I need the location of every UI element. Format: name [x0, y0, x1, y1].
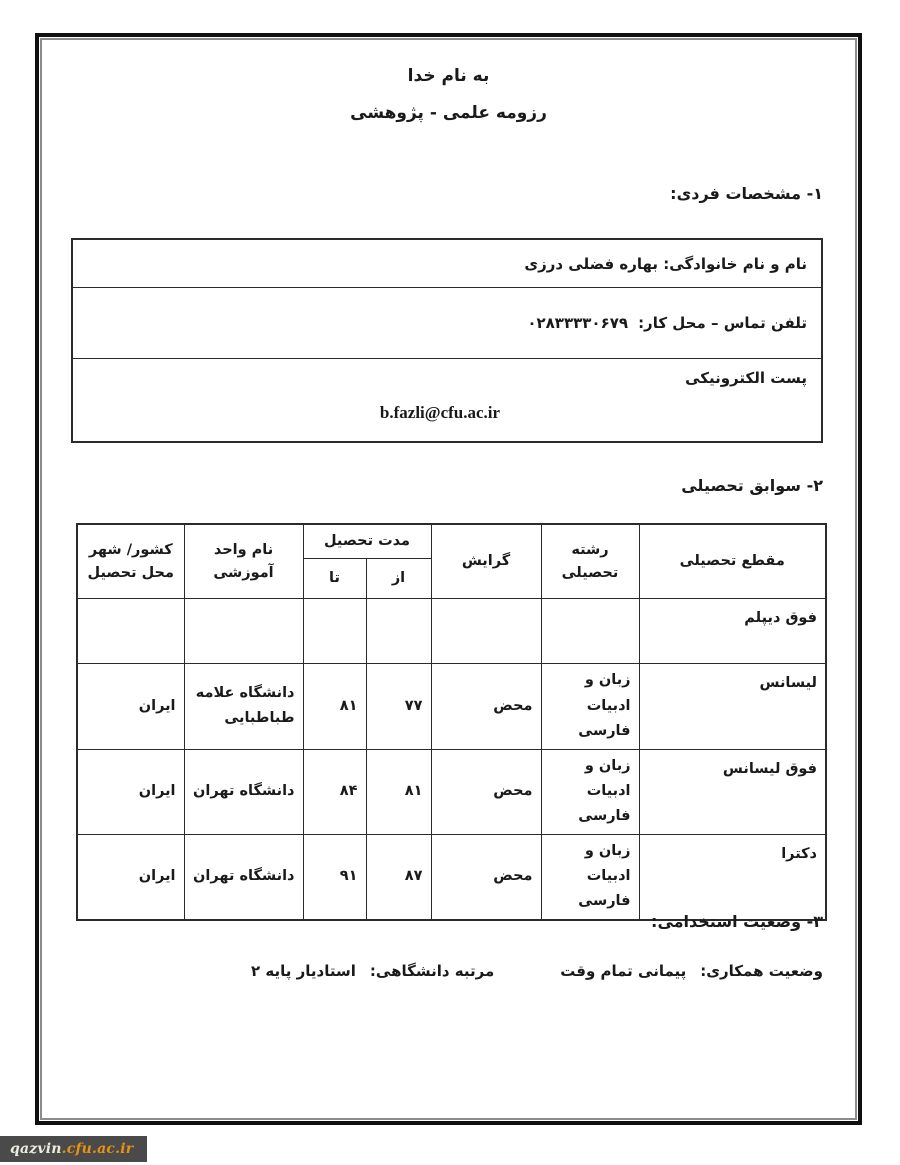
col-subheader-from: از: [366, 559, 431, 599]
name-row: نام و نام خانوادگی: بهاره فضلی درزی: [73, 240, 821, 288]
watermark-suffix: .cfu.ac.ir: [61, 1141, 134, 1157]
phone-value: ۰۲۸۳۳۳۳۰۶۷۹: [527, 314, 629, 332]
cell-specialization: محض: [431, 749, 541, 834]
table-row-associate: [77, 599, 826, 664]
cell-specialization: محض: [431, 664, 541, 749]
cell-institution: دانشگاه علامه طباطبایی: [184, 664, 303, 749]
cell-location: ایران: [77, 749, 184, 834]
phone-row: [73, 288, 821, 359]
cooperation-status: [560, 962, 823, 980]
email-row: [73, 359, 821, 441]
cell-from: ۸۷: [366, 834, 431, 920]
col-header-specialization: گرایش: [431, 524, 541, 599]
personal-info-table: [71, 238, 823, 443]
cell-institution: دانشگاه تهران: [184, 834, 303, 920]
cell-location: ایران: [77, 834, 184, 920]
email-value: b.fazli@cfu.ac.ir: [379, 403, 501, 422]
table-row-phd: [77, 834, 826, 920]
cooperation-value: پیمانی تمام وقت: [560, 962, 687, 980]
col-subheader-to: تا: [303, 559, 366, 599]
education-history-table: [76, 523, 827, 921]
bismillah-line: به نام خدا: [407, 66, 490, 86]
cell-field: زبان و ادبیات فارسی: [541, 664, 639, 749]
table-row-master: [77, 749, 826, 834]
col-header-institution: نام واحد آموزشی: [184, 524, 303, 599]
section1-heading: ۱- مشخصات فردی:: [670, 184, 823, 203]
cell-specialization: محض: [431, 834, 541, 920]
cell-institution: دانشگاه تهران: [184, 749, 303, 834]
section3-heading: ۳- وضعیت استخدامی:: [651, 912, 823, 931]
section2-heading: ۲- سوابق تحصیلی: [681, 476, 823, 495]
table-row-bachelor: [77, 664, 826, 749]
watermark-prefix: qazvin: [10, 1141, 62, 1157]
email-label: پست الکترونیکی: [685, 369, 807, 387]
cell-degree: فوق دیپلم: [639, 599, 826, 664]
cell-to: ۸۱: [303, 664, 366, 749]
col-header-location: کشور/ شهر محل تحصیل: [77, 524, 184, 599]
col-header-field: رشته تحصیلی: [541, 524, 639, 599]
cell-location: [77, 599, 184, 664]
academic-rank: [251, 962, 494, 980]
document-title: رزومه علمی - پژوهشی: [350, 103, 547, 123]
col-header-degree: مقطع تحصیلی: [639, 524, 826, 599]
rank-label: مرتبه دانشگاهی:: [369, 962, 495, 980]
cell-institution: [184, 599, 303, 664]
cell-field: [541, 599, 639, 664]
cell-from: [366, 599, 431, 664]
site-watermark: [0, 1136, 147, 1162]
rank-value: استادیار پایه ۲: [251, 962, 356, 980]
cell-degree: دکترا: [639, 834, 826, 920]
cell-from: ۸۱: [366, 749, 431, 834]
cell-degree: لیسانس: [639, 664, 826, 749]
cooperation-label: وضعیت همکاری:: [700, 962, 823, 980]
cell-field: زبان و ادبیات فارسی: [541, 834, 639, 920]
cell-from: ۷۷: [366, 664, 431, 749]
cell-degree: فوق لیسانس: [639, 749, 826, 834]
cell-to: ۸۴: [303, 749, 366, 834]
cell-specialization: [431, 599, 541, 664]
cell-to: [303, 599, 366, 664]
cell-field: زبان و ادبیات فارسی: [541, 749, 639, 834]
col-header-duration: مدت تحصیل: [303, 524, 431, 559]
employment-status-line: [251, 962, 823, 980]
phone-label: تلفن تماس – محل کار:: [638, 314, 807, 332]
cell-to: ۹۱: [303, 834, 366, 920]
cell-location: ایران: [77, 664, 184, 749]
